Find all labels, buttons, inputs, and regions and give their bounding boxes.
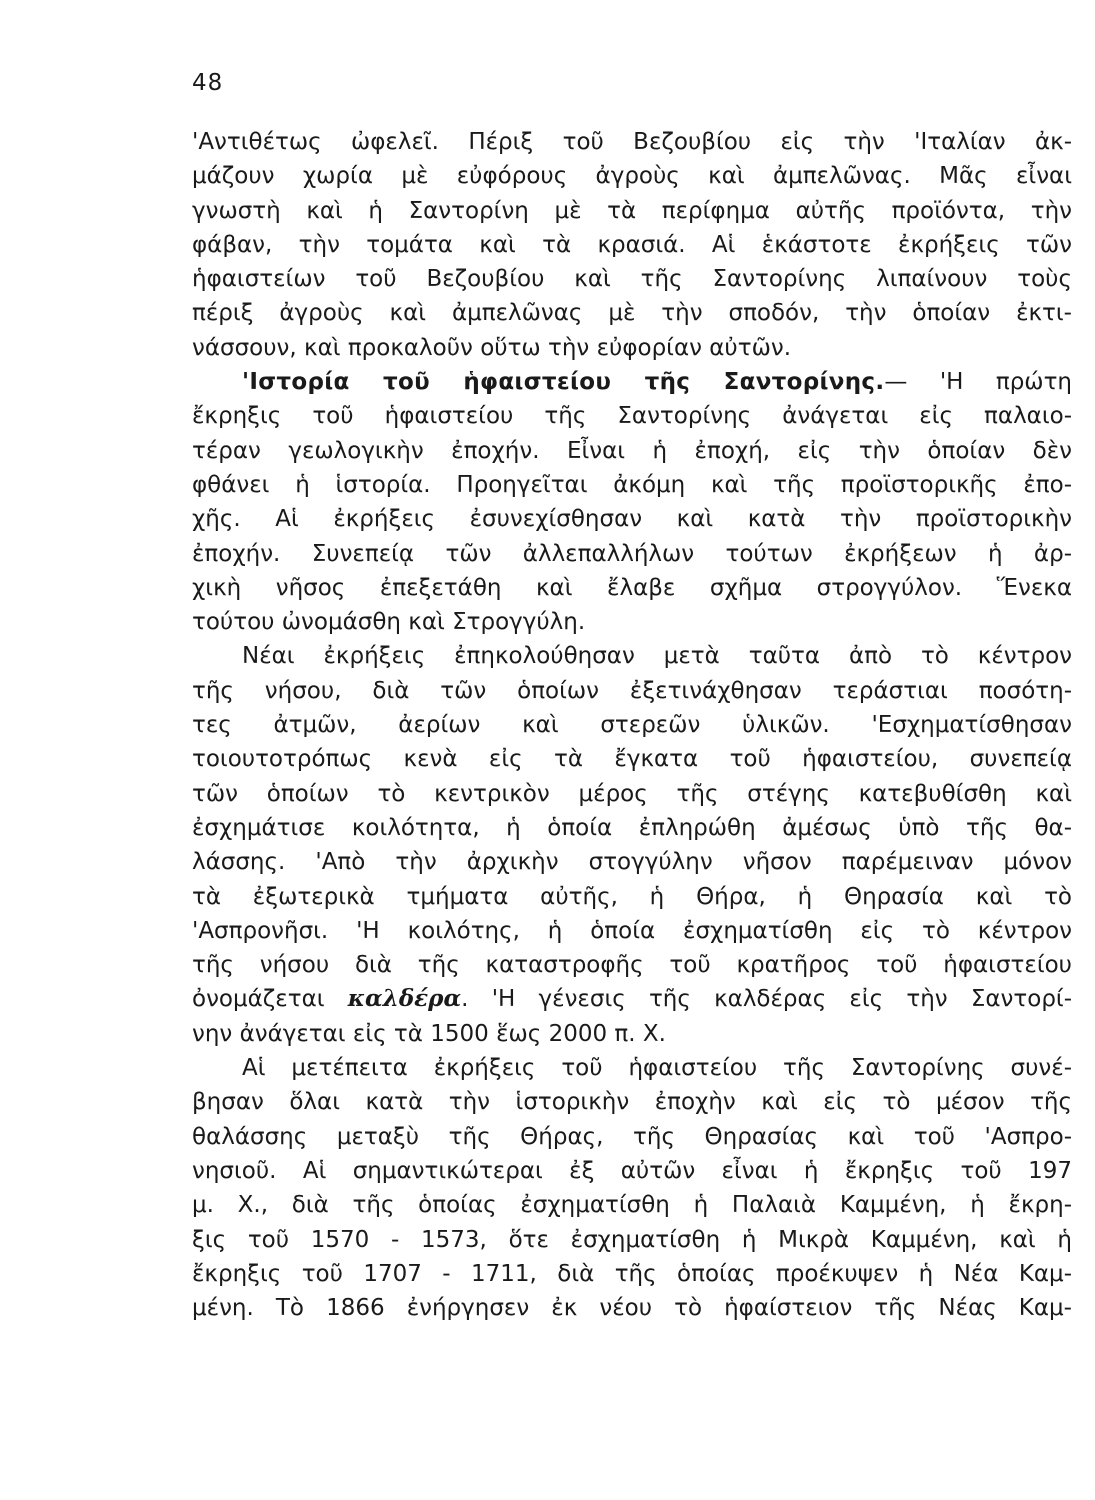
text-line: λάσσης. 'Απὸ τὴν ἀρχικὴν στογγύλην νῆσον παρέμειναν μόνον [192,849,1072,876]
text-line: ἔκρηξις τοῦ 1707 - 1711, διὰ τῆς ὁποίας προέκυψεν ἡ Νέα Καμ- [192,1260,1072,1287]
text-span: . 'Η γένεσις τῆς καλδέρας εἰς τὴν Σαντορί- [461,986,1072,1013]
text-line: βησαν ὅλαι κατὰ τὴν ἱστορικὴν ἐποχὴν καὶ εἰς τὸ μέσον τῆς [192,1089,1072,1116]
text-line: ἐσχημάτισε κοιλότητα, ἡ ὁποία ἐπληρώθη ἀμέσως ὑπὸ τῆς θα- [192,814,1072,841]
text-line: τέραν γεωλογικὴν ἐποχήν. Εἶναι ἡ ἐποχή, εἰς τὴν ὁποίαν δὲν [192,437,1072,464]
text-line: Νέαι ἐκρήξεις ἐπηκολούθησαν μετὰ ταῦτα ἀπὸ τὸ κέντρον [242,643,1072,670]
text-line: 'Αντιθέτως ὠφελεῖ. Πέριξ τοῦ Βεζουβίου εἰς τὴν 'Ιταλίαν ἀκ- [192,129,1072,155]
text-line: 'Ασπρονῆσι. 'Η κοιλότης, ἡ ὁποία ἐσχηματίσθη εἰς τὸ κέντρον [192,917,1072,944]
text-line: φάβαν, τὴν τομάτα καὶ τὰ κρασιά. Αἱ ἑκάστοτε ἐκρήξεις τῶν [192,231,1072,258]
section-heading-line [192,365,1072,399]
text-line: τῆς νήσου, διὰ τῶν ὁποίων ἐξετινάχθησαν τεράστιαι ποσότη- [192,677,1072,704]
body-text [192,125,1072,1325]
text-line: μένη. Τὸ 1866 ἐνήργησεν ἐκ νέου τὸ ἡφαίστειον τῆς Νέας Καμ- [192,1295,1072,1322]
text-span: ὀνομάζεται [192,986,325,1013]
text-line: τες ἀτμῶν, ἀερίων καὶ στερεῶν ὑλικῶν. 'Εσχηματίσθησαν [192,712,1072,739]
text-line: τῶν ὁποίων τὸ κεντρικὸν μέρος τῆς στέγης κατεβυθίσθη καὶ [192,780,1072,807]
text-line: τοιουτοτρόπως κενὰ εἰς τὰ ἔγκατα τοῦ ἡφαιστείου, συνεπείᾳ [192,746,1072,773]
text-line: πέριξ ἀγροὺς καὶ ἀμπελῶνας μὲ τὴν σποδόν, τὴν ὁποίαν ἐκτι- [192,300,1072,327]
text-line: Αἱ μετέπειτα ἐκρήξεις τοῦ ἡφαιστείου τῆς Σαντορίνης συνέ- [242,1055,1072,1082]
term-caldera: καλδέρα [347,985,462,1013]
text-line: τῆς νήσου διὰ τῆς καταστροφῆς τοῦ κρατῆρος τοῦ ἡφαιστείου [192,952,1072,979]
text-line: ἐποχήν. Συνεπείᾳ τῶν ἀλλεπαλλήλων τούτων ἐκρήξεων ἡ ἀρ- [192,540,1072,567]
text-line: ξις τοῦ 1570 - 1573, ὅτε ἐσχηματίσθη ἡ Μικρὰ Καμμένη, καὶ ἡ [192,1226,1072,1253]
text-line: θαλάσσης μεταξὺ τῆς Θήρας, τῆς Θηρασίας καὶ τοῦ 'Ασπρο- [192,1123,1072,1150]
text-line: χικὴ νῆσος ἐπεξετάθη καὶ ἔλαβε σχῆμα στρογγύλον. Ἕνεκα [192,574,1072,601]
text-line: φθάνει ἡ ἱστορία. Προηγεῖται ἀκόμη καὶ τῆς προϊστορικῆς ἐπο- [192,471,1072,498]
section-heading: 'Ιστορία τοῦ ἡφαιστείου τῆς Σαντορίνης. [242,369,885,396]
text-line: ἡφαιστείων τοῦ Βεζουβίου καὶ τῆς Σαντορίνης λιπαίνουν τοὺς [192,266,1072,293]
page-number: 48 [192,70,224,96]
text-span: — 'Η πρώτη [884,369,1072,396]
text-line: χῆς. Αἱ ἐκρήξεις ἐσυνεχίσθησαν καὶ κατὰ τὴν προϊστορικὴν [192,506,1072,533]
text-line: τούτου ὠνομάσθη καὶ Στρογγύλη. [192,609,586,636]
text-line: ἔκρηξις τοῦ ἡφαιστείου τῆς Σαντορίνης ἀνάγεται εἰς παλαιο- [192,403,1072,430]
text-line: τὰ ἐξωτερικὰ τμήματα αὐτῆς, ἡ Θήρα, ἡ Θηρασία καὶ τὸ [192,883,1072,910]
text-line: νην ἀνάγεται εἰς τὰ 1500 ἕως 2000 π. Χ. [192,1020,666,1047]
text-line: νάσσουν, καὶ προκαλοῦν οὕτω τὴν εὐφορίαν αὐτῶν. [192,334,792,361]
text-line-with-term [192,982,1072,1016]
text-line: μάζουν χωρία μὲ εὐφόρους ἀγροὺς καὶ ἀμπελῶνας. Μᾶς εἶναι [192,163,1072,190]
text-line: νησιοῦ. Αἱ σημαντικώτεραι ἐξ αὐτῶν εἶναι ἡ ἔκρηξις τοῦ 197 [192,1157,1072,1184]
text-line: μ. Χ., διὰ τῆς ὁποίας ἐσχηματίσθη ἡ Παλαιὰ Καμμένη, ἡ ἔκρη- [192,1192,1072,1219]
text-line: γνωστὴ καὶ ἡ Σαντορίνη μὲ τὰ περίφημα αὐτῆς προϊόντα, τὴν [192,197,1072,224]
